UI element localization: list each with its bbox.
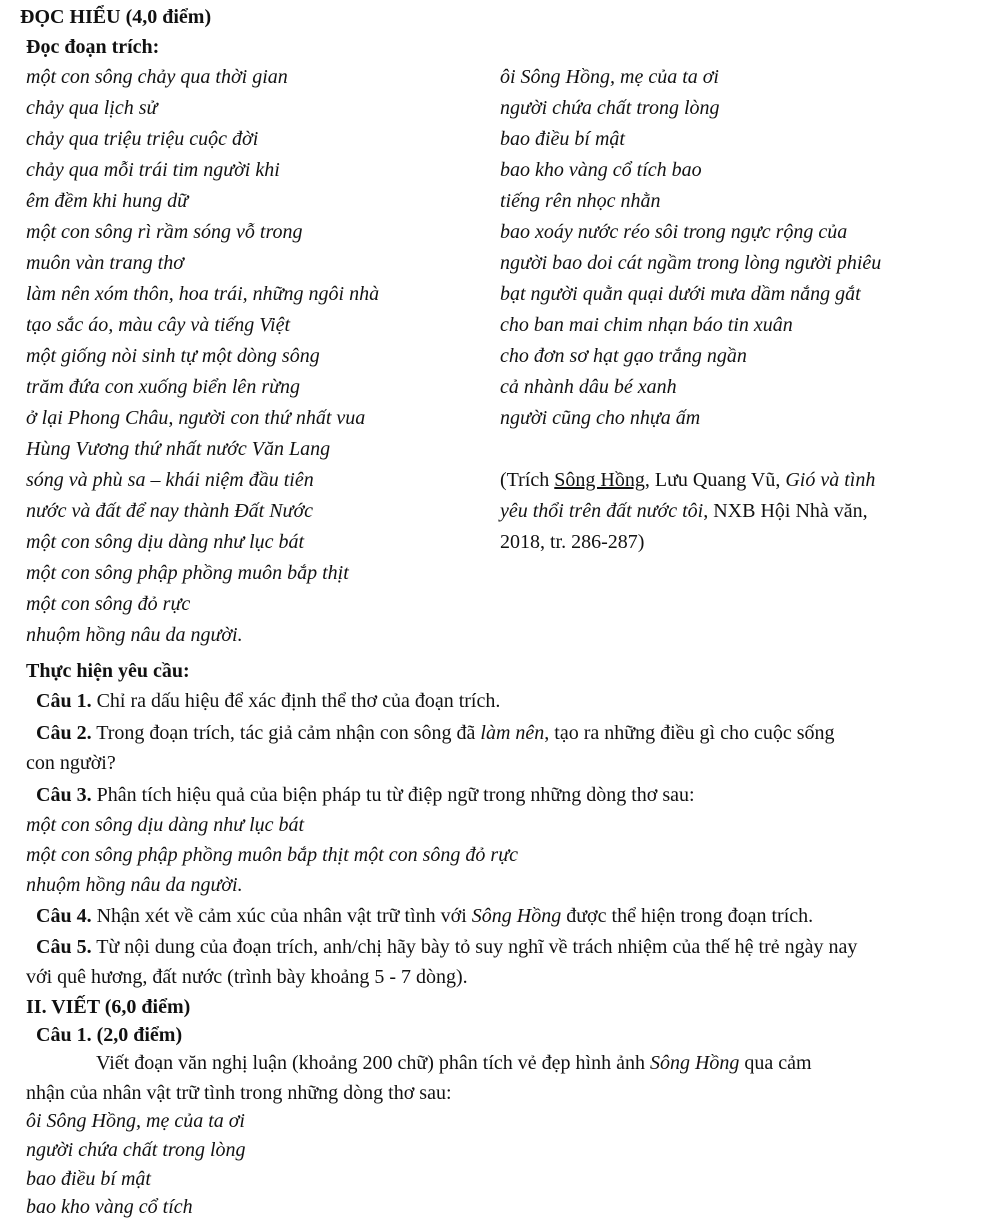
question-italic: Sông Hồng <box>649 1052 740 1074</box>
poem-line: nước và đất để nay thành Đất Nước <box>26 500 314 522</box>
poem-line: bao kho vàng cổ tích bao <box>500 159 702 181</box>
question-3-quote-line: một con sông dịu dàng như lục bát <box>26 814 305 836</box>
poem-line: tiếng rên nhọc nhằn <box>500 190 661 212</box>
poem-line: người cũng cho nhựa ấm <box>500 407 701 429</box>
source-poem-title: Sông Hồng <box>554 469 645 491</box>
poem-line: bao xoáy nước réo sôi trong ngực rộng của <box>500 221 848 243</box>
question-text: Phân tích hiệu quả của biện pháp tu từ điệp ngữ trong những dòng thơ sau: <box>91 784 695 806</box>
question-text: , tạo ra những điều gì cho cuộc sống <box>544 722 835 744</box>
poem-line: bao điều bí mật <box>500 128 625 150</box>
source-text: (Trích <box>500 469 555 491</box>
read-label: Đọc đoạn trích: <box>26 36 160 58</box>
writing-quote-line: ôi Sông Hồng, mẹ của ta ơi <box>26 1110 245 1132</box>
question-1 <box>36 686 500 716</box>
poem-line: ở lại Phong Châu, người con thứ nhất vua <box>26 407 366 429</box>
poem-line: một con sông chảy qua thời gian <box>26 66 288 88</box>
poem-line: bạt người quằn quại dưới mưa dầm nắng gắt <box>500 283 861 305</box>
section1-heading: ĐỌC HIỂU (4,0 điểm) <box>20 6 212 28</box>
poem-line: cả nhành dâu bé xanh <box>500 376 677 398</box>
poem-line: ôi Sông Hồng, mẹ của ta ơi <box>500 66 719 88</box>
question-text: qua cảm <box>739 1052 812 1074</box>
question-5-cont: với quê hương, đất nước (trình bày khoảng 5 - 7 dòng). <box>26 966 468 988</box>
source-book-title: Gió và tình <box>785 469 876 491</box>
source-citation-line3: 2018, tr. 286-287) <box>500 531 645 553</box>
writing-question-1-cont: nhận của nhân vật trữ tình trong những dòng thơ sau: <box>26 1082 452 1104</box>
poem-line: một con sông rì rầm sóng vỗ trong <box>26 221 303 243</box>
poem-line: cho ban mai chim nhạn báo tin xuân <box>500 314 793 336</box>
poem-line: một con sông đỏ rực <box>26 593 191 615</box>
source-text: , Lưu Quang Vũ, <box>644 469 786 491</box>
question-label: Câu 5. <box>36 936 92 958</box>
writing-quote-line: bao kho vàng cổ tích <box>26 1196 193 1218</box>
poem-line: làm nên xóm thôn, hoa trái, những ngôi nhà <box>26 283 380 305</box>
poem-line: nhuộm hồng nâu da người. <box>26 624 243 646</box>
question-3 <box>36 780 695 810</box>
poem-line: một con sông dịu dàng như lục bát <box>26 531 305 553</box>
question-2 <box>36 718 835 748</box>
poem-line: trăm đứa con xuống biển lên rừng <box>26 376 301 398</box>
poem-left-column <box>26 62 486 651</box>
question-italic: Sông Hồng <box>471 905 562 927</box>
question-5 <box>36 932 857 962</box>
poem-line: người bao doi cát ngầm trong lòng người phiêu <box>500 252 882 274</box>
writing-quote-line: người chứa chất trong lòng <box>26 1139 246 1161</box>
question-label: Câu 1. <box>36 690 92 712</box>
writing-quote-line: bao điều bí mật <box>26 1168 151 1190</box>
writing-question-1-heading: Câu 1. (2,0 điểm) <box>36 1024 183 1046</box>
poem-line: chảy qua lịch sử <box>26 97 158 119</box>
poem-line: êm đềm khi hung dữ <box>26 190 188 212</box>
question-4 <box>36 901 813 931</box>
question-text: Nhận xét về cảm xúc của nhân vật trữ tình với <box>91 905 472 927</box>
poem-line: tạo sắc áo, màu cây và tiếng Việt <box>26 314 291 336</box>
poem-line: sóng và phù sa – khái niệm đầu tiên <box>26 469 314 491</box>
section2-heading: II. VIẾT (6,0 điểm) <box>26 996 191 1018</box>
question-3-quote-line: nhuộm hồng nâu da người. <box>26 874 243 896</box>
source-book-title: yêu thổi trên đất nước tôi <box>500 500 704 522</box>
tasks-heading: Thực hiện yêu cầu: <box>26 660 190 682</box>
question-text: Trong đoạn trích, tác giả cảm nhận con sông đã <box>91 722 481 744</box>
source-citation-line1 <box>500 465 980 496</box>
poem-line: Hùng Vương thứ nhất nước Văn Lang <box>26 438 331 460</box>
poem-line: chảy qua mỗi trái tim người khi <box>26 159 280 181</box>
question-text: Viết đoạn văn nghị luận (khoảng 200 chữ) phân tích vẻ đẹp hình ảnh <box>96 1052 650 1074</box>
poem-right-column <box>500 62 980 558</box>
source-citation-line2 <box>500 496 980 527</box>
poem-line: chảy qua triệu triệu cuộc đời <box>26 128 259 150</box>
question-italic: làm nên <box>480 722 545 744</box>
question-label: Câu 4. <box>36 905 92 927</box>
poem-line: một con sông phập phồng muôn bắp thịt <box>26 562 349 584</box>
question-3-quote-line: một con sông phập phồng muôn bắp thịt một con sông đỏ rực <box>26 844 519 866</box>
question-text: được thể hiện trong đoạn trích. <box>561 905 814 927</box>
writing-question-1-text <box>96 1048 812 1078</box>
poem-line: cho đơn sơ hạt gạo trắng ngần <box>500 345 747 367</box>
poem-line: một giống nòi sinh tự một dòng sông <box>26 345 320 367</box>
poem-line: người chứa chất trong lòng <box>500 97 720 119</box>
question-2-cont: con người? <box>26 752 116 774</box>
question-label: Câu 2. <box>36 722 92 744</box>
question-text: Từ nội dung của đoạn trích, anh/chị hãy bày tỏ suy nghĩ về trách nhiệm của thế hệ trẻ ngày nay <box>91 936 858 958</box>
question-label: Câu 3. <box>36 784 92 806</box>
poem-line: muôn vàn trang thơ <box>26 252 184 274</box>
question-text: Chỉ ra dấu hiệu để xác định thể thơ của đoạn trích. <box>91 690 501 712</box>
source-text: , NXB Hội Nhà văn, <box>703 500 868 522</box>
